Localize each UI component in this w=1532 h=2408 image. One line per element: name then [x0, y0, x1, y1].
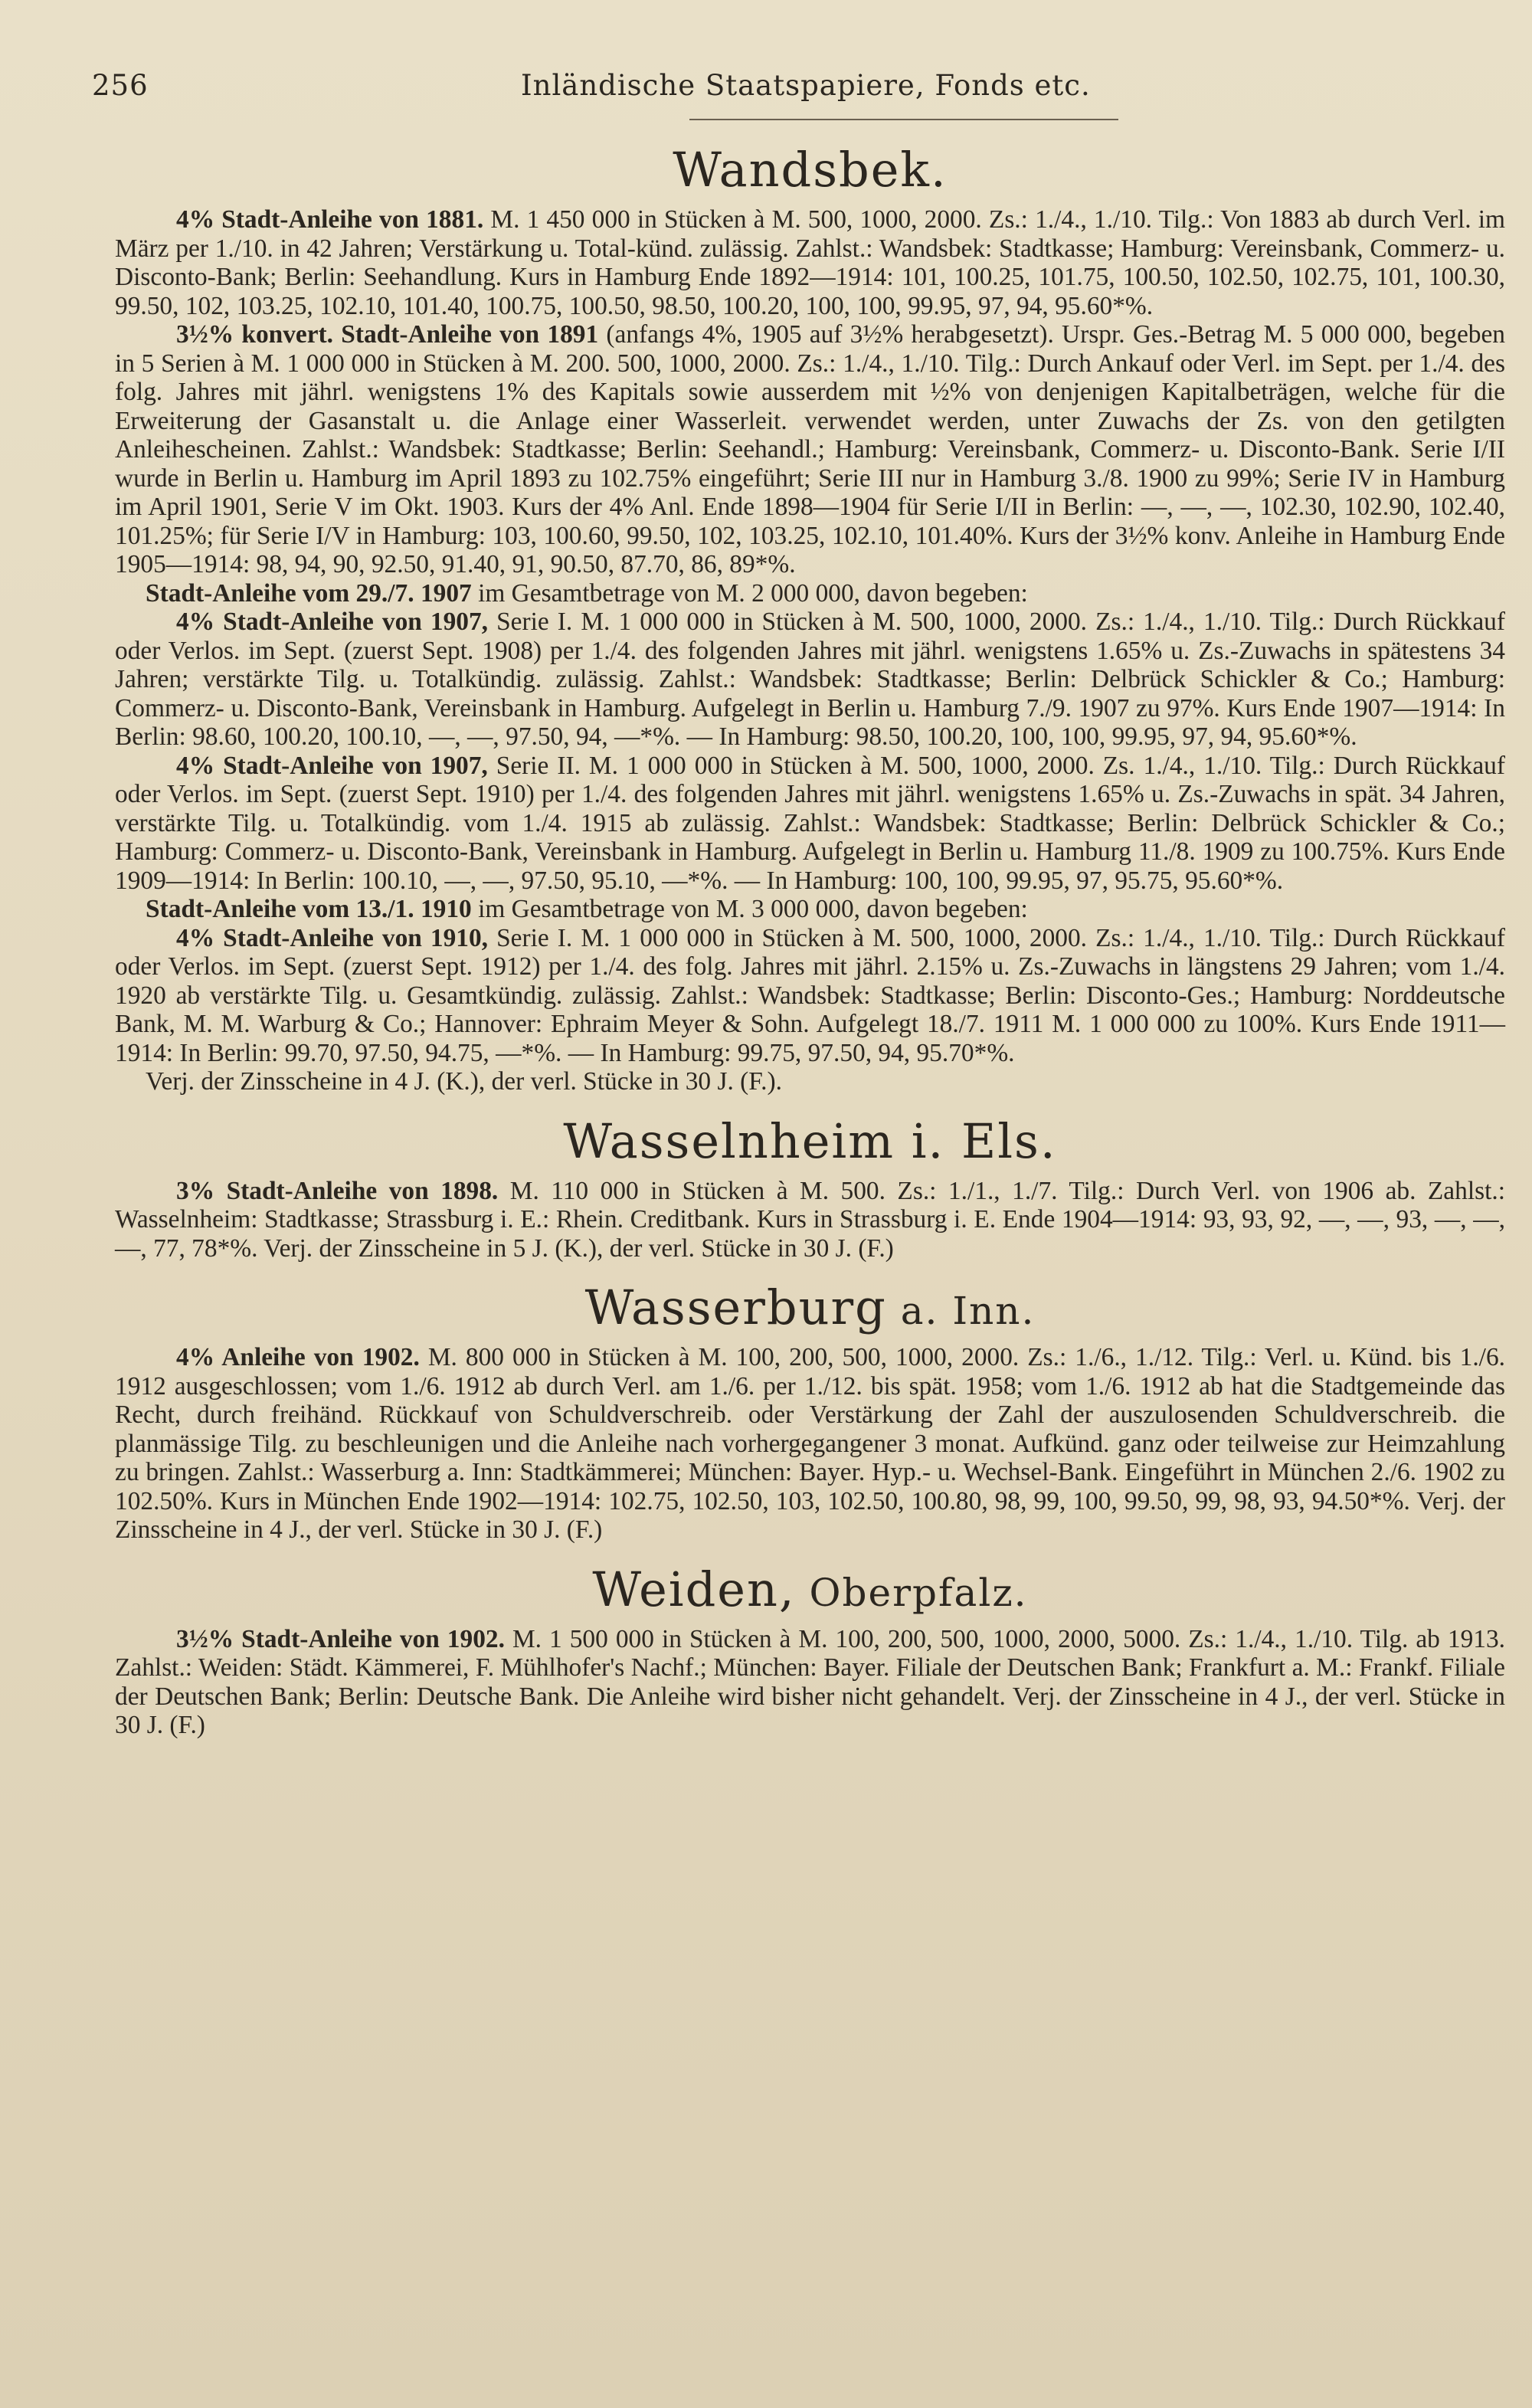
section-weiden — [115, 1561, 1505, 1740]
bond-entry: Stadt-Anleihe vom 29./7. 1907 im Gesamtbetrage von M. 2 000 000, davon begeben: — [146, 578, 1028, 608]
running-title: Inländische Staatspapiere, Fonds etc. — [521, 69, 1091, 102]
page-number: 256 — [92, 69, 149, 102]
bond-entry: 4% Stadt-Anleihe von 1907, Serie II. M. 1 000 000 in Stücken à M. 500, 1000, 2000. Zs. 1./4., 1./10. Tilg.: Durch Rückkauf oder Verlos. im Sept. (zuerst Sept. 1910) per 1./4. des folgenden Jahres mit jährl. wenigstens 1.65% u. Zs.-Zuwachs in spät. 34 Jahren, verstärkte Tilg. u. Totalkündig. vom 1./4. 1915 ab zulässig. Zahlst.: Wandsbek: Stadtkasse; Berlin: Delbrück Schickler & Co.; Hamburg: Commerz- u. Disconto-Bank, Vereinsbank in Hamburg. Aufgelegt in Berlin u. Hamburg 11./8. 1909 zu 100.75%. Kurs Ende 1909—1914: In Berlin: 100.10, —, —, 97.50, 95.10, —*%. — In Hamburg: 100, 100, 99.95, 97, 95.75, 95.60*%. — [115, 751, 1505, 895]
bond-entry: 3½% konvert. Stadt-Anleihe von 1891 (anfangs 4%, 1905 auf 3½% herabgesetzt). Urspr. Ges.-Betrag M. 5 000 000, begeben in 5 Serien à M. 1 000 000 in Stücken à M. 200. 500, 1000, 2000. Zs.: 1./4., 1./10. Tilg.: Durch Ankauf oder Verl. im Sept. per 1./4. des folg. Jahres mit jährl. wenigstens 1% des Kapitals sowie ausserdem mit ½% von denjenigen Kapitalbeträgen, welche für die Erweiterung der Gasanstalt u. die Anlage einer Wasserleit. verwendet werden, unter Zuwachs der Zs. von den getilgten Anleihescheinen. Zahlst.: Wandsbek: Stadtkasse; Berlin: Seehandl.; Hamburg: Vereinsbank, Commerz- u. Disconto-Bank. Serie I/II wurde in Berlin u. Hamburg im April 1893 zu 102.75% eingeführt; Serie III nur in Hamburg 3./8. 1900 zu 99%; Serie IV in Hamburg im April 1901, Serie V im Okt. 1903. Kurs der 4% Anl. Ende 1898—1904 für Serie I/II in Berlin: —, —, —, 102.30, 102.90, 102.40, 101.25%; für Serie I/V in Hamburg: 103, 100.60, 99.50, 102, 103.25, 102.10, 101.40%. Kurs der 3½% konv. Anleihe in Hamburg Ende 1905—1914: 98, 94, 90, 92.50, 91.40, 91, 90.50, 87.70, 86, 89*%. — [115, 320, 1505, 578]
bond-entry: 4% Stadt-Anleihe von 1910, Serie I. M. 1 000 000 in Stücken à M. 500, 1000, 2000. Zs.: 1./4., 1./10. Tilg.: Durch Rückkauf oder Verlos. im Sept. (zuerst Sept. 1912) per 1./4. des folg. Jahres mit jährl. 2.15% u. Zs.-Zuwachs in längstens 29 Jahren; vom 1./4. 1920 ab verstärkte Tilg. u. Gesamtkündig. zulässig. Zahlst.: Wandsbek: Stadtkasse; Berlin: Disconto-Ges.; Hamburg: Norddeutsche Bank, M. M. Warburg & Co.; Hannover: Ephraim Meyer & Sohn. Aufgelegt 18./7. 1911 M. 1 000 000 zu 100%. Kurs Ende 1911—1914: In Berlin: 99.70, 97.50, 94.75, —*%. — In Hamburg: 99.75, 97.50, 94, 95.70*%. — [115, 923, 1505, 1067]
running-header — [92, 69, 1463, 123]
section-wasselnheim — [115, 1113, 1505, 1263]
bond-entry: 4% Anleihe von 1902. M. 800 000 in Stücken à M. 100, 200, 500, 1000, 2000. Zs.: 1./6., 1./12. Tilg.: Verl. u. Künd. bis 1./6. 1912 ausgeschlossen; vom 1./6. 1912 ab durch Verl. am 1./6. per 1./12. bis spät. 1958; vom 1./6. 1912 ab hat die Stadtgemeinde das Recht, durch freihänd. Rückkauf von Schuldverschreib. oder Verstärkung der Zahl der auszulosenden Schuldverschreib. die planmässige Tilg. zu beschleunigen und die Anleihe nach vorhergegangener 3 monat. Aufkünd. ganz oder teilweise zur Heimzahlung zu bringen. Zahlst.: Wasserburg a. Inn: Stadtkämmerei; München: Bayer. Hyp.- u. Wechsel-Bank. Eingeführt in München 2./6. 1902 zu 102.50%. Kurs in München Ende 1902—1914: 102.75, 102.50, 103, 102.50, 100.80, 98, 99, 100, 99.50, 99, 98, 93, 94.50*%. Verj. der Zinsscheine in 4 J., der verl. Stücke in 30 J. (F.) — [115, 1343, 1505, 1544]
city-heading: Wandsbek. — [673, 142, 948, 198]
bond-entry: 3% Stadt-Anleihe von 1898. M. 110 000 in Stücken à M. 500. Zs.: 1./1., 1./7. Tilg.: Durch Verl. von 1906 ab. Zahlst.: Wasselnheim: Stadtkasse; Strassburg i. E.: Rhein. Creditbank. Kurs in Strassburg i. E. Ende 1904—1914: 93, 93, 92, —, —, 93, —, —, —, 77, 78*%. Verj. der Zinsscheine in 5 J. (K.), der verl. Stücke in 30 J. (F.) — [115, 1176, 1505, 1263]
city-heading: Wasserburg a. Inn. — [584, 1279, 1036, 1335]
bond-entry: Stadt-Anleihe vom 13./1. 1910 im Gesamtbetrage von M. 3 000 000, davon begeben: — [146, 895, 1028, 923]
bond-entry: 3½% Stadt-Anleihe von 1902. M. 1 500 000 in Stücken à M. 100, 200, 500, 1000, 2000, 5000. Zs.: 1./4., 1./10. Tilg. ab 1913. Zahlst.: Weiden: Städt. Kämmerei, F. Mühlhofer's Nachf.; München: Bayer. Filiale der Deutschen Bank; Frankfurt a. M.: Frankf. Filiale der Deutschen Bank; Berlin: Deutsche Bank. Die Anleihe wird bisher nicht gehandelt. Verj. der Zinsscheine in 4 J., der verl. Stücke in 30 J. (F.) — [115, 1624, 1506, 1739]
section-wandsbek — [115, 142, 1505, 1096]
page-body — [115, 142, 1505, 1740]
city-heading: Wasselnheim i. Els. — [563, 1112, 1057, 1169]
header-rule — [689, 119, 1118, 120]
section-wasserburg — [115, 1279, 1505, 1545]
limitation-note: Verj. der Zinsscheine in 4 J. (K.), der verl. Stücke in 30 J. (F.). — [146, 1067, 782, 1096]
bond-entry: 4% Stadt-Anleihe von 1881. M. 1 450 000 in Stücken à M. 500, 1000, 2000. Zs.: 1./4., 1./10. Tilg.: Von 1883 ab durch Verl. im März per 1./10. in 42 Jahren; Verstärkung u. Total-künd. zulässig. Zahlst.: Wandsbek: Stadtkasse; Hamburg: Vereinsbank, Commerz- u. Disconto-Bank; Berlin: Seehandlung. Kurs in Hamburg Ende 1892—1914: 101, 100.25, 101.75, 100.50, 102.50, 102.75, 101, 100.30, 99.50, 102, 103.25, 102.10, 101.40, 100.75, 100.50, 98.50, 100.20, 100, 100, 99.95, 97, 94, 95.60*%. — [115, 205, 1505, 320]
bond-entry: 4% Stadt-Anleihe von 1907, Serie I. M. 1 000 000 in Stücken à M. 500, 1000, 2000. Zs.: 1./4., 1./10. Tilg.: Durch Rückkauf oder Verlos. im Sept. (zuerst Sept. 1908) per 1./4. des folgenden Jahres mit jährl. wenigstens 1.65% u. Zs.-Zuwachs in spätestens 34 Jahren; verstärkte Tilg. u. Totalkündig. zulässig. Zahlst.: Wandsbek: Stadtkasse; Berlin: Delbrück Schickler & Co.; Hamburg: Commerz- u. Disconto-Bank, Vereinsbank in Hamburg. Aufgelegt in Berlin u. Hamburg 7./9. 1907 zu 97%. Kurs Ende 1907—1914: In Berlin: 98.60, 100.20, 100.10, —, —, 97.50, 94, —*%. — In Hamburg: 98.50, 100.20, 100, 100, 99.95, 97, 94, 95.60*%. — [115, 608, 1505, 751]
city-heading: Weiden, Oberpfalz. — [592, 1561, 1028, 1617]
